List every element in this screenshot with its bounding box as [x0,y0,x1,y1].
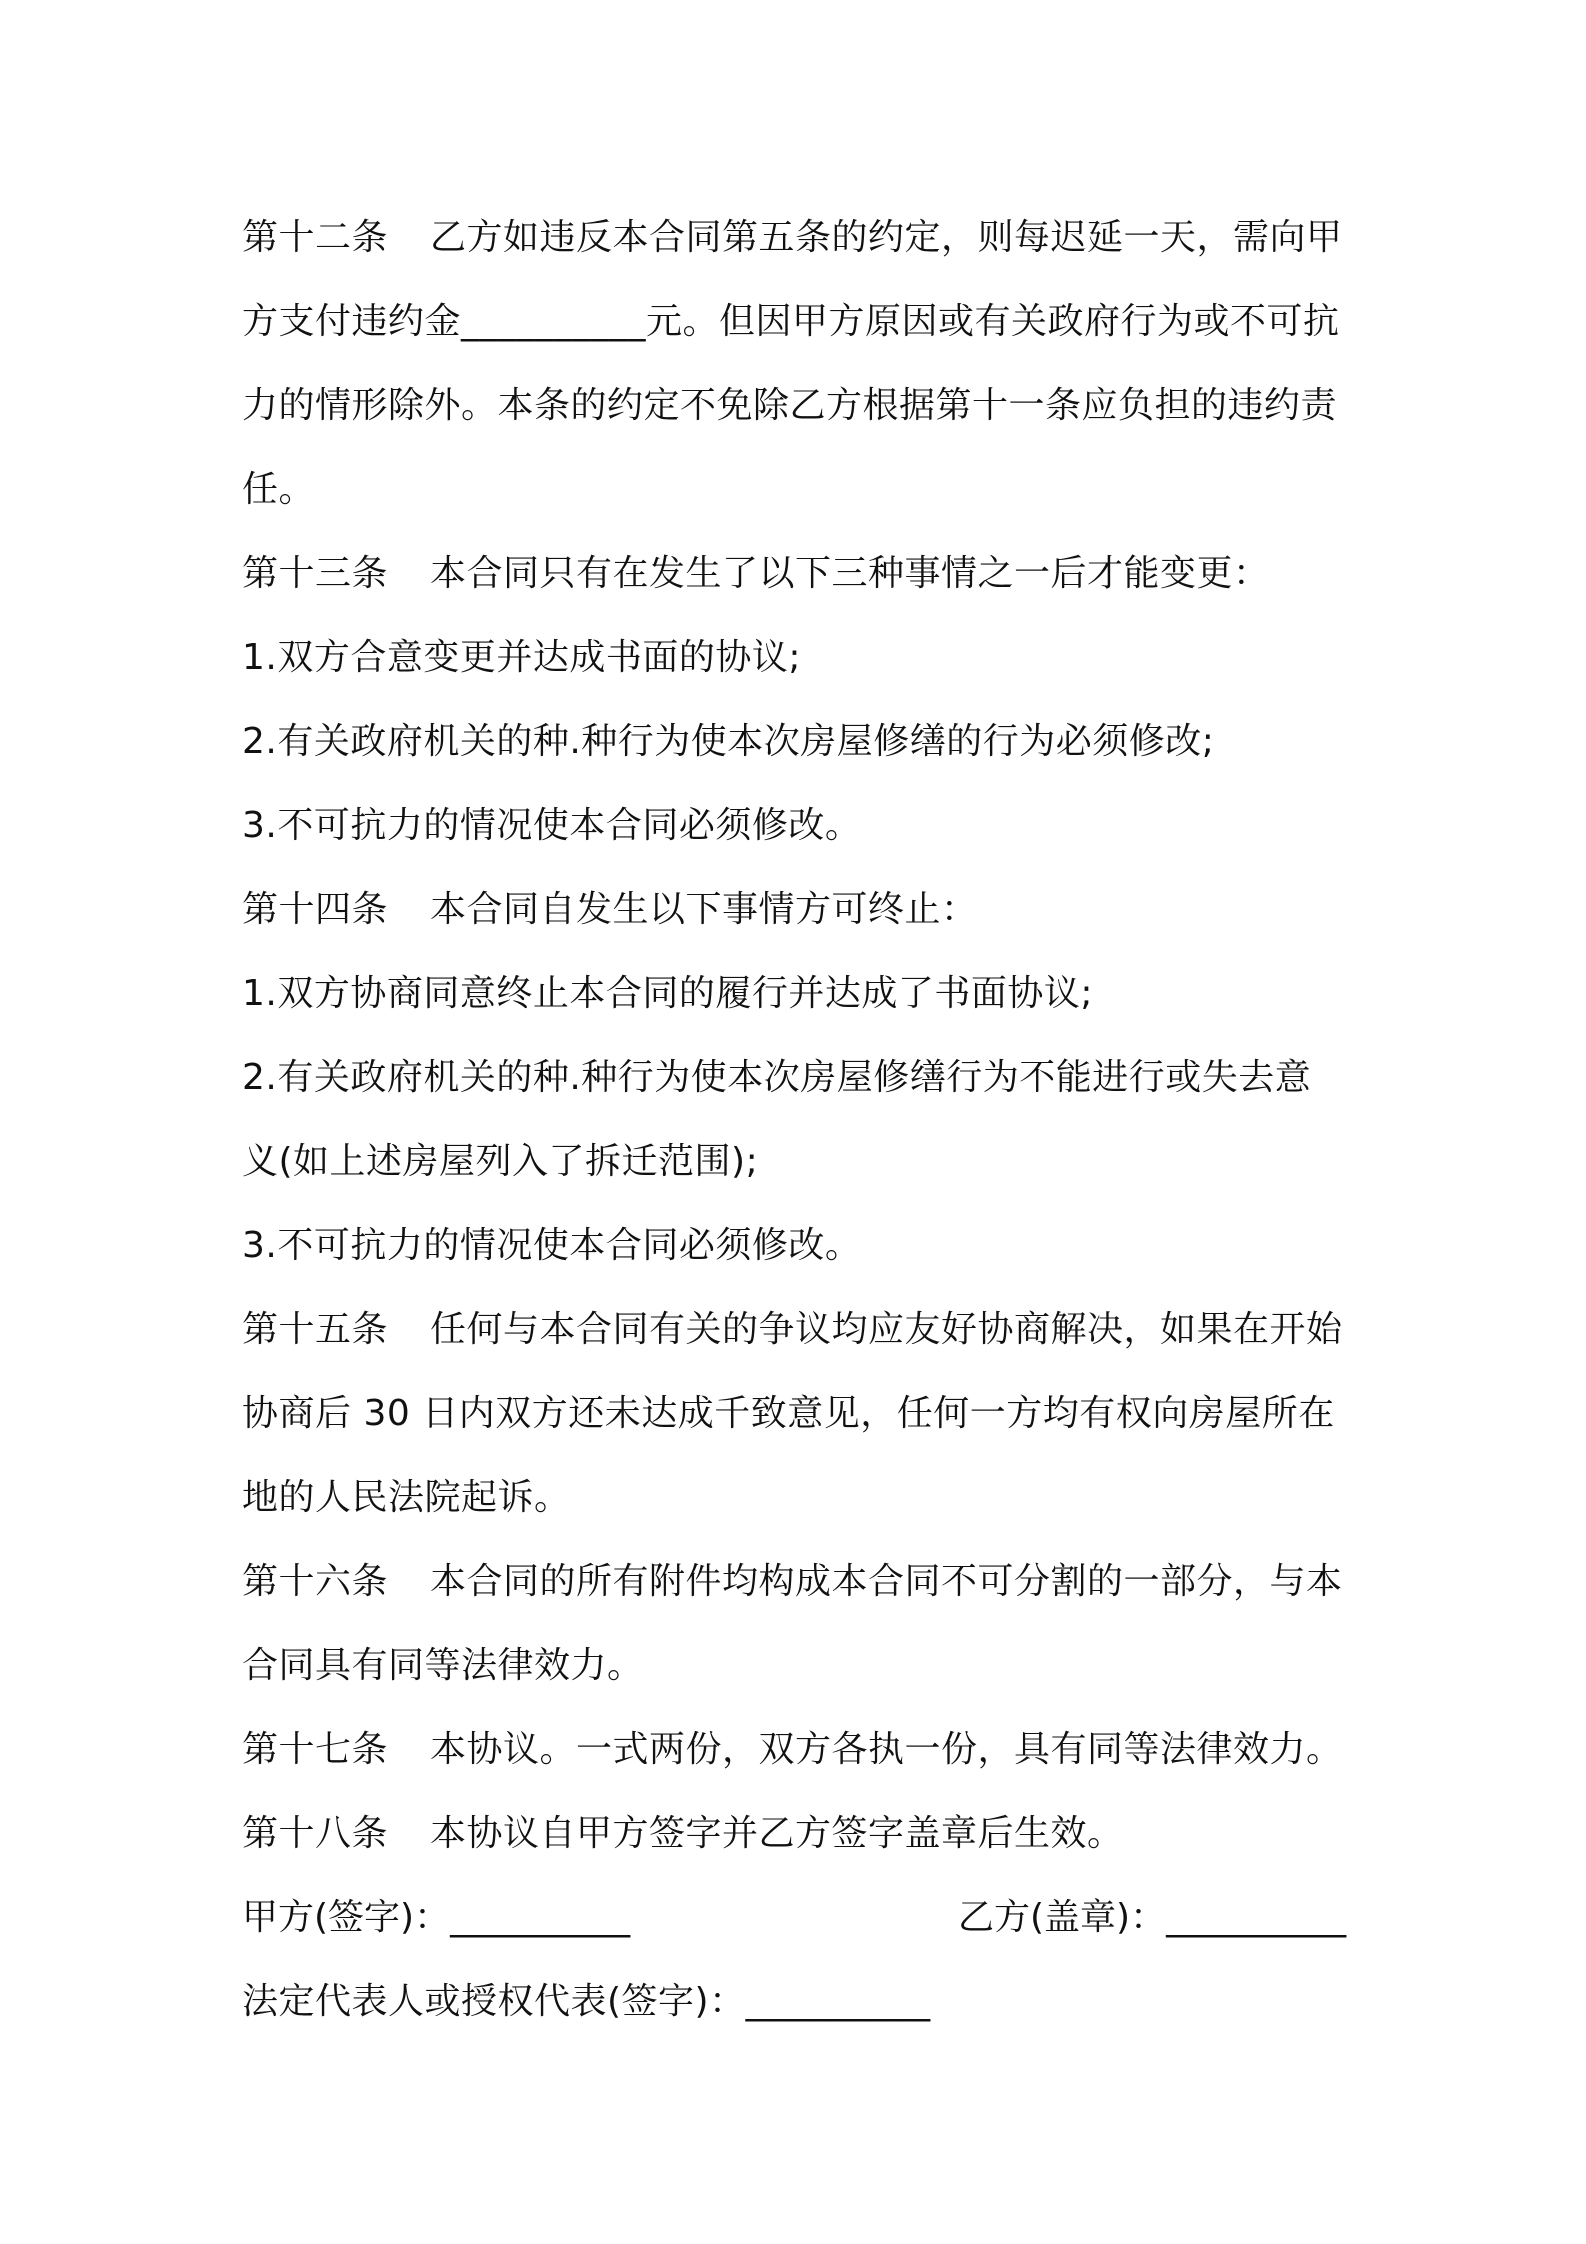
article-14-item-2: 2.有关政府机关的种.种行为使本次房屋修缮行为不能进行或失去意 [242,1057,1312,1098]
article-16-line-1 [242,1540,1358,1624]
party-a-signature: 甲方(签字)：__________ [242,1897,631,1938]
article-13-text-1: 本合同只有在发生了以下三种事情之一后才能变更： [430,553,1270,594]
article-13-item-1: 1.双方合意变更并达成书面的协议; [242,637,801,678]
article-18-text-1: 本协议自甲方签字并乙方签字盖章后生效。 [430,1813,1124,1854]
article-16-text-1: 本合同的所有附件均构成本合同不可分割的一部分，与本 [430,1561,1343,1602]
article-18-line-1 [242,1792,1358,1876]
article-17-number: 第十七条 [242,1729,389,1770]
article-13-item-2: 2.有关政府机关的种.种行为使本次房屋修缮的行为必须修改; [242,721,1215,762]
article-14-number: 第十四条 [242,889,389,930]
article-15-text-1: 任何与本合同有关的争议均应友好协商解决，如果在开始 [430,1309,1343,1350]
article-15-line-2: 协商后 30 日内双方还未达成千致意见，任何一方均有权向房屋所在 [242,1393,1335,1434]
article-15-number: 第十五条 [242,1309,389,1350]
article-13-line-1 [242,532,1358,616]
article-15-line-3: 地的人民法院起诉。 [242,1477,571,1518]
article-12-text-1: 乙方如违反本合同第五条的约定，则每迟延一天，需向甲 [430,217,1343,258]
article-14-text-1: 本合同自发生以下事情方可终止： [430,889,978,930]
party-b-seal: 乙方(盖章)：__________ [958,1897,1347,1938]
article-17-line-1 [242,1708,1358,1792]
article-14-item-2-cont: 义(如上述房屋列入了拆迁范围); [242,1141,759,1182]
article-12-number: 第十二条 [242,217,389,258]
article-12-line-2: 方支付违约金__________元。但因甲方原因或有关政府行为或不可抗 [242,301,1340,342]
representative-signature: 法定代表人或授权代表(签字)：__________ [242,1981,931,2022]
article-15-line-1 [242,1288,1358,1372]
article-16-number: 第十六条 [242,1561,389,1602]
signature-row [242,1876,1358,1960]
article-17-text-1: 本协议。一式两份，双方各执一份，具有同等法律效力。 [430,1729,1343,1770]
article-16-line-2: 合同具有同等法律效力。 [242,1645,644,1686]
article-14-item-3: 3.不可抗力的情况使本合同必须修改。 [242,1225,862,1266]
article-14-line-1 [242,868,1358,952]
article-18-number: 第十八条 [242,1813,389,1854]
article-12-line-3: 力的情形除外。本条的约定不免除乙方根据第十一条应负担的违约责 [242,385,1338,426]
contract-page [242,196,1358,2044]
article-13-item-3: 3.不可抗力的情况使本合同必须修改。 [242,805,862,846]
article-12-line-1 [242,196,1358,280]
article-12-line-4: 任。 [242,469,316,510]
article-14-item-1: 1.双方协商同意终止本合同的履行并达成了书面协议; [242,973,1093,1014]
article-13-number: 第十三条 [242,553,389,594]
